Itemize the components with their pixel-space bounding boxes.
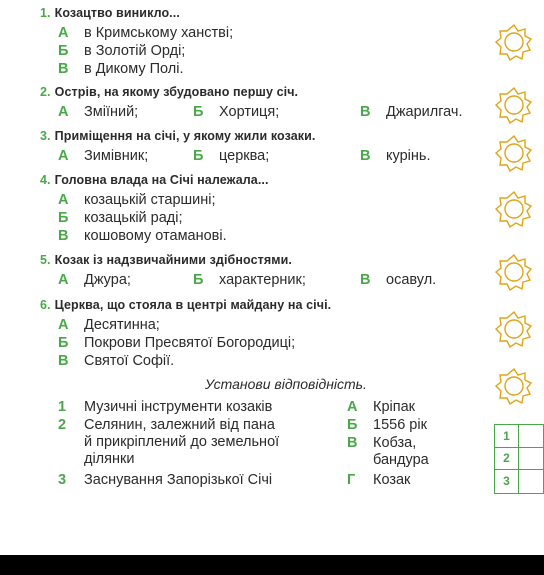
sun-flower-icon[interactable] — [494, 366, 534, 406]
match-text: 1556 рік — [373, 417, 427, 433]
match-number: 1 — [58, 399, 67, 415]
sun-flower-icon[interactable] — [494, 189, 534, 229]
option-letter: В — [360, 148, 371, 164]
match-letter: В — [347, 435, 358, 451]
question-number: 1. — [40, 6, 51, 20]
question-1-title — [40, 6, 180, 20]
question-text: Приміщення на січі, у якому жили козаки. — [54, 129, 316, 143]
sun-flower-icon[interactable] — [494, 133, 534, 173]
option-letter: А — [58, 192, 69, 208]
option-text: Зміїний; — [84, 104, 139, 120]
option-text: в Дикому Полі. — [84, 61, 184, 77]
match-text-line: Селянин, залежний від пана — [84, 417, 275, 433]
option-text: Хортиця; — [219, 104, 280, 120]
question-text: Козак із надзвичайними здібностями. — [54, 253, 292, 267]
q2-option-c[interactable] — [360, 104, 463, 120]
grid-label-3: 3 — [495, 470, 519, 493]
option-letter: В — [58, 353, 69, 369]
sun-flower-icon[interactable] — [494, 22, 534, 62]
option-text: козацькій старшині; — [84, 192, 216, 208]
option-text: Джарилгач. — [386, 104, 463, 120]
match-text: Кріпак — [373, 399, 415, 415]
option-letter: Б — [58, 43, 69, 59]
sun-flower-icon[interactable] — [494, 309, 534, 349]
match-left-2 — [58, 417, 279, 468]
q5-option-a[interactable] — [58, 272, 131, 288]
option-text: характерник; — [219, 272, 306, 288]
option-text: козацькій раді; — [84, 210, 183, 226]
question-number: 3. — [40, 129, 51, 143]
question-2-title — [40, 85, 298, 99]
option-letter: В — [58, 61, 69, 77]
match-left-1 — [58, 399, 272, 416]
q6-option-b[interactable] — [58, 335, 295, 351]
option-letter: В — [360, 104, 371, 120]
match-text-line: й прикріплений до земельної — [84, 434, 280, 450]
bottom-black-bar — [0, 555, 544, 575]
question-text: Острів, на якому збудовано першу січ. — [54, 85, 299, 99]
match-text: Козак — [373, 472, 411, 488]
question-number: 6. — [40, 298, 51, 312]
grid-answer-3[interactable] — [519, 470, 543, 493]
option-letter: А — [58, 25, 69, 41]
q1-option-a[interactable] — [58, 25, 233, 41]
match-text-line: Кобза, — [373, 435, 417, 451]
question-number: 5. — [40, 253, 51, 267]
sun-flower-icon[interactable] — [494, 252, 534, 292]
q4-option-b[interactable] — [58, 210, 183, 226]
option-letter: А — [58, 148, 69, 164]
match-right-a — [347, 399, 415, 416]
option-text: Десятинна; — [84, 317, 160, 333]
option-letter: А — [58, 317, 69, 333]
match-right-c — [347, 435, 429, 469]
q4-option-c[interactable] — [58, 228, 227, 244]
answer-grid[interactable] — [494, 424, 544, 494]
question-number: 4. — [40, 173, 51, 187]
match-letter: Г — [347, 472, 356, 488]
q6-option-a[interactable] — [58, 317, 160, 333]
option-text: Джура; — [84, 272, 131, 288]
match-right-b — [347, 417, 427, 434]
option-letter: А — [58, 104, 69, 120]
option-text: курінь. — [386, 148, 431, 164]
match-left-3 — [58, 472, 272, 489]
q2-option-b[interactable] — [193, 104, 279, 120]
option-text: Святої Софії. — [84, 353, 175, 369]
grid-label-2: 2 — [495, 448, 519, 471]
option-text: церква; — [219, 148, 270, 164]
sun-flower-icon[interactable] — [494, 85, 534, 125]
option-text: осавул. — [386, 272, 437, 288]
question-text: Церква, що стояла в центрі майдану на січі. — [54, 298, 332, 312]
q3-option-b[interactable] — [193, 148, 269, 164]
grid-answer-2[interactable] — [519, 448, 543, 471]
option-letter: В — [360, 272, 371, 288]
q4-option-a[interactable] — [58, 192, 216, 208]
option-text: в Золотій Орді; — [84, 43, 186, 59]
option-text: кошовому отаманові. — [84, 228, 227, 244]
question-5-title — [40, 253, 292, 267]
q5-option-c[interactable] — [360, 272, 436, 288]
option-letter: Б — [193, 272, 204, 288]
match-text-block — [373, 435, 429, 469]
matching-heading: Установи відповідність. — [205, 376, 367, 392]
option-letter: Б — [58, 210, 69, 226]
q6-option-c[interactable] — [58, 353, 174, 369]
option-text: в Кримському ханстві; — [84, 25, 234, 41]
question-number: 2. — [40, 85, 51, 99]
option-letter: А — [58, 272, 69, 288]
match-letter: А — [347, 399, 358, 415]
q2-option-a[interactable] — [58, 104, 138, 120]
question-3-title — [40, 129, 316, 143]
match-text-block — [84, 417, 279, 468]
option-letter: Б — [193, 148, 204, 164]
option-letter: Б — [58, 335, 69, 351]
q5-option-b[interactable] — [193, 272, 306, 288]
match-letter: Б — [347, 417, 358, 433]
match-number: 2 — [58, 417, 67, 433]
grid-answer-1[interactable] — [519, 425, 543, 448]
q1-option-c[interactable] — [58, 61, 184, 77]
option-letter: Б — [193, 104, 204, 120]
question-text: Козацтво виникло... — [54, 6, 180, 20]
match-text: Музичні інструменти козаків — [84, 399, 273, 415]
question-6-title — [40, 298, 331, 312]
grid-label-1: 1 — [495, 425, 519, 448]
match-text-line: ділянки — [84, 451, 135, 467]
match-text: Заснування Запорізької Січі — [84, 472, 273, 488]
question-text: Головна влада на Січі належала... — [54, 173, 269, 187]
match-right-d — [347, 472, 410, 489]
q3-option-a[interactable] — [58, 148, 148, 164]
match-text-line: бандура — [373, 452, 429, 468]
q3-option-c[interactable] — [360, 148, 430, 164]
q1-option-b[interactable] — [58, 43, 185, 59]
question-4-title — [40, 173, 269, 187]
option-text: Покрови Пресвятої Богородиці; — [84, 335, 296, 351]
match-number: 3 — [58, 472, 67, 488]
option-text: Зимівник; — [84, 148, 149, 164]
option-letter: В — [58, 228, 69, 244]
